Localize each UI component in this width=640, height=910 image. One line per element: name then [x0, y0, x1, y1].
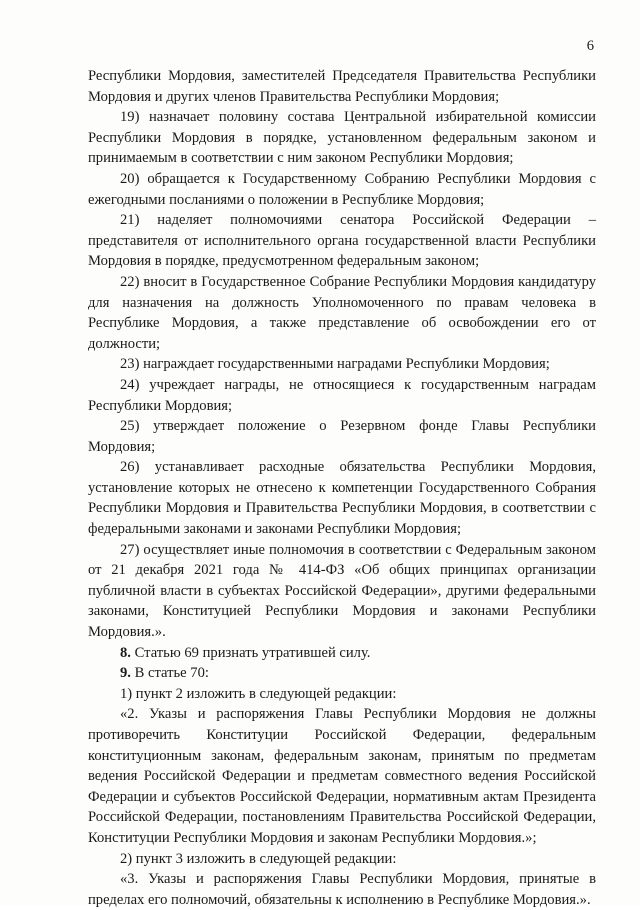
- section-number: 9.: [120, 665, 131, 682]
- paragraph-item-21: 21) наделяет полномочиями сенатора Российской Федерации – представителя от исполнительного органа государственной власти Республики Мордовия в порядке, предусмотренном федеральным законом;: [88, 212, 596, 270]
- paragraph-item-25: 25) утверждает положение о Резервном фонде Главы Республики Мордовия;: [88, 418, 596, 455]
- paragraph-item-24: 24) учреждает награды, не относящиеся к государственным наградам Республики Мордовия;: [88, 376, 596, 414]
- section-number: 8.: [120, 644, 131, 661]
- document-body: [88, 66, 596, 910]
- paragraph-subitem-1: 1) пункт 2 изложить в следующей редакции:: [120, 685, 397, 702]
- paragraph-quote-3: «3. Указы и распоряжения Главы Республики Мордовия, принятые в пределах его полномочий, обязательны к исполнению в Республике Мордовия.».: [88, 871, 596, 908]
- paragraph-item-26: 26) устанавливает расходные обязательства Республики Мордовия, установление которых не отнесено к компетенции Государственного Собрания Республики Мордовия и Правительства Республики Мордовия, в соответствии с федеральными законами и законами Республики Мордовия;: [88, 459, 596, 538]
- section-text: В статье 70:: [130, 665, 209, 682]
- paragraph-item-27: 27) осуществляет иные полномочия в соответствии с Федеральным законом от 21 декабря 2021 года № 414-ФЗ «Об общих принципах организации публичной власти в субъектах Российской Федерации», другими федеральными законами, Конституцией Республики Мордовия и законами Республики Мордовия.».: [88, 541, 596, 641]
- paragraph-item-19: 19) назначает половину состава Центральной избирательной комиссии Республики Мордовия в порядке, установленном федеральным законом и принимаемым в соответствии с ним законом Республики Мордовия;: [88, 109, 596, 167]
- paragraph-quote-2: «2. Указы и распоряжения Главы Республики Мордовия не должны противоречить Конституции Российской Федерации, федеральным конституционным законам, федеральным законам, принятым по предметам ведения Российской Федерации и предметам совместного ведения Российской Федерации и субъектов Российской Федерации, нормативным актам Президента Российской Федерации, постановлениям Правительства Российской Федерации, Конституции Республики Мордовия и законам Республики Мордовия.»;: [88, 706, 596, 846]
- paragraph-item-22: 22) вносит в Государственное Собрание Республики Мордовия кандидатуру для назначения на должность Уполномоченного по правам человека в Республике Мордовия, а также представление об освобождении его от должности;: [88, 273, 596, 352]
- paragraph-section-8: [88, 643, 596, 664]
- paragraph-subitem-2: 2) пункт 3 изложить в следующей редакции:: [120, 850, 397, 867]
- paragraph-item-23: 23) награждает государственными наградами Республики Мордовия;: [120, 356, 550, 373]
- page-number: 6: [586, 38, 594, 54]
- paragraph-section-9: [88, 663, 596, 684]
- paragraph-continuation: Республики Мордовия, заместителей Председателя Правительства Республики Мордовия и других членов Правительства Республики Мордовия;: [88, 68, 596, 105]
- section-text: Статью 69 признать утратившей силу.: [130, 644, 371, 661]
- paragraph-item-20: 20) обращается к Государственному Собранию Республики Мордовия с ежегодными посланиями о положении в Республике Мордовия;: [88, 170, 596, 208]
